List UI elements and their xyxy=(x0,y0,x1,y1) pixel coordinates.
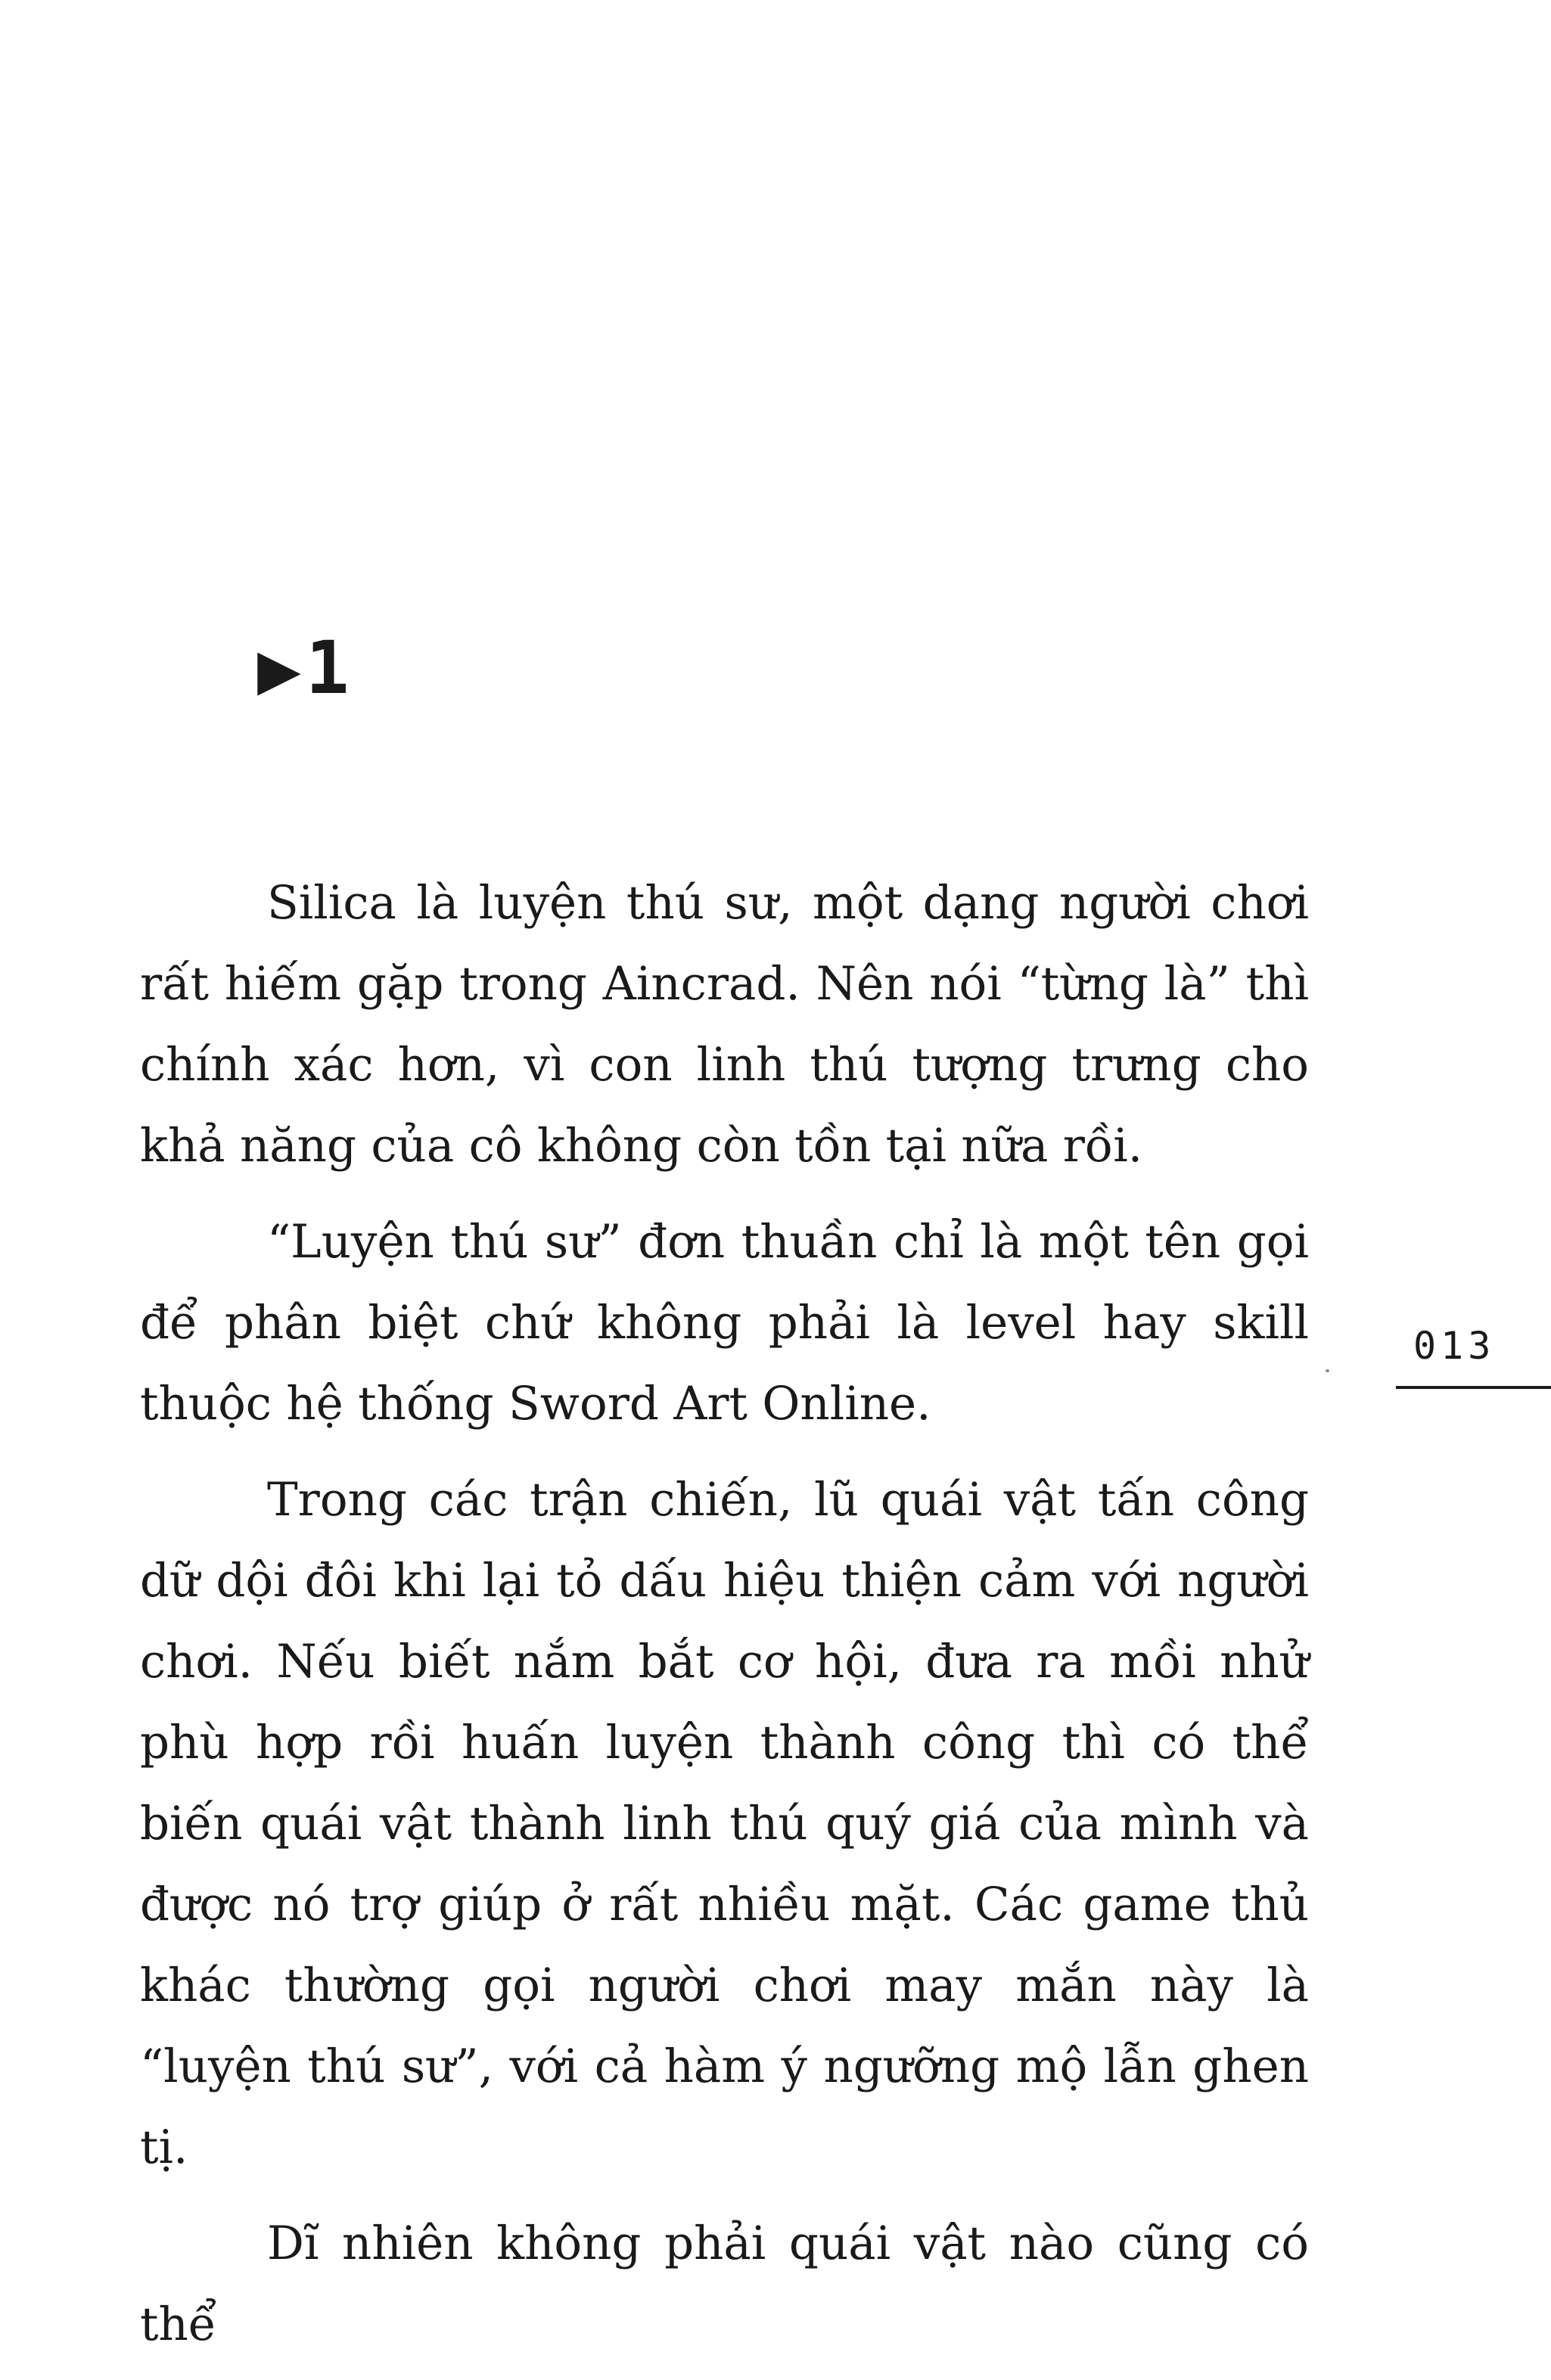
paragraph-1: Silica là luyện thú sư, một dạng người chơi rất hiếm gặp trong Aincrad. Nên nói “từng là” thì chính xác hơn, vì con linh thú tượng trưng cho khả năng của cô không còn tồn tại nữa rồi. xyxy=(140,876,1309,1173)
page-number-rule xyxy=(1396,1386,1551,1389)
body-text xyxy=(140,862,1309,2380)
paragraph-2: “Luyện thú sư” đơn thuần chỉ là một tên gọi để phân biệt chứ không phải là level hay skill thuộc hệ thống Sword Art Online. xyxy=(140,1215,1309,1431)
paragraph-3: Trong các trận chiến, lũ quái vật tấn công dữ dội đôi khi lại tỏ dấu hiệu thiện cảm với người chơi. Nếu biết nắm bắt cơ hội, đưa ra mồi nhử phù hợp rồi huấn luyện thành công thì có thể biến quái vật thành linh thú quý giá của mình và được nó trợ giúp ở rất nhiều mặt. Các game thủ khác thường gọi người chơi may mắn này là “luyện thú sư”, với cả hàm ý ngưỡng mộ lẫn ghen tị. xyxy=(140,1473,1309,2174)
page-number: 013 xyxy=(1413,1324,1496,1368)
chapter-number: ▶1 xyxy=(257,626,354,710)
page-speck xyxy=(1326,1369,1329,1372)
paragraph-4: Dĩ nhiên không phải quái vật nào cũng có thể xyxy=(140,2217,1309,2351)
